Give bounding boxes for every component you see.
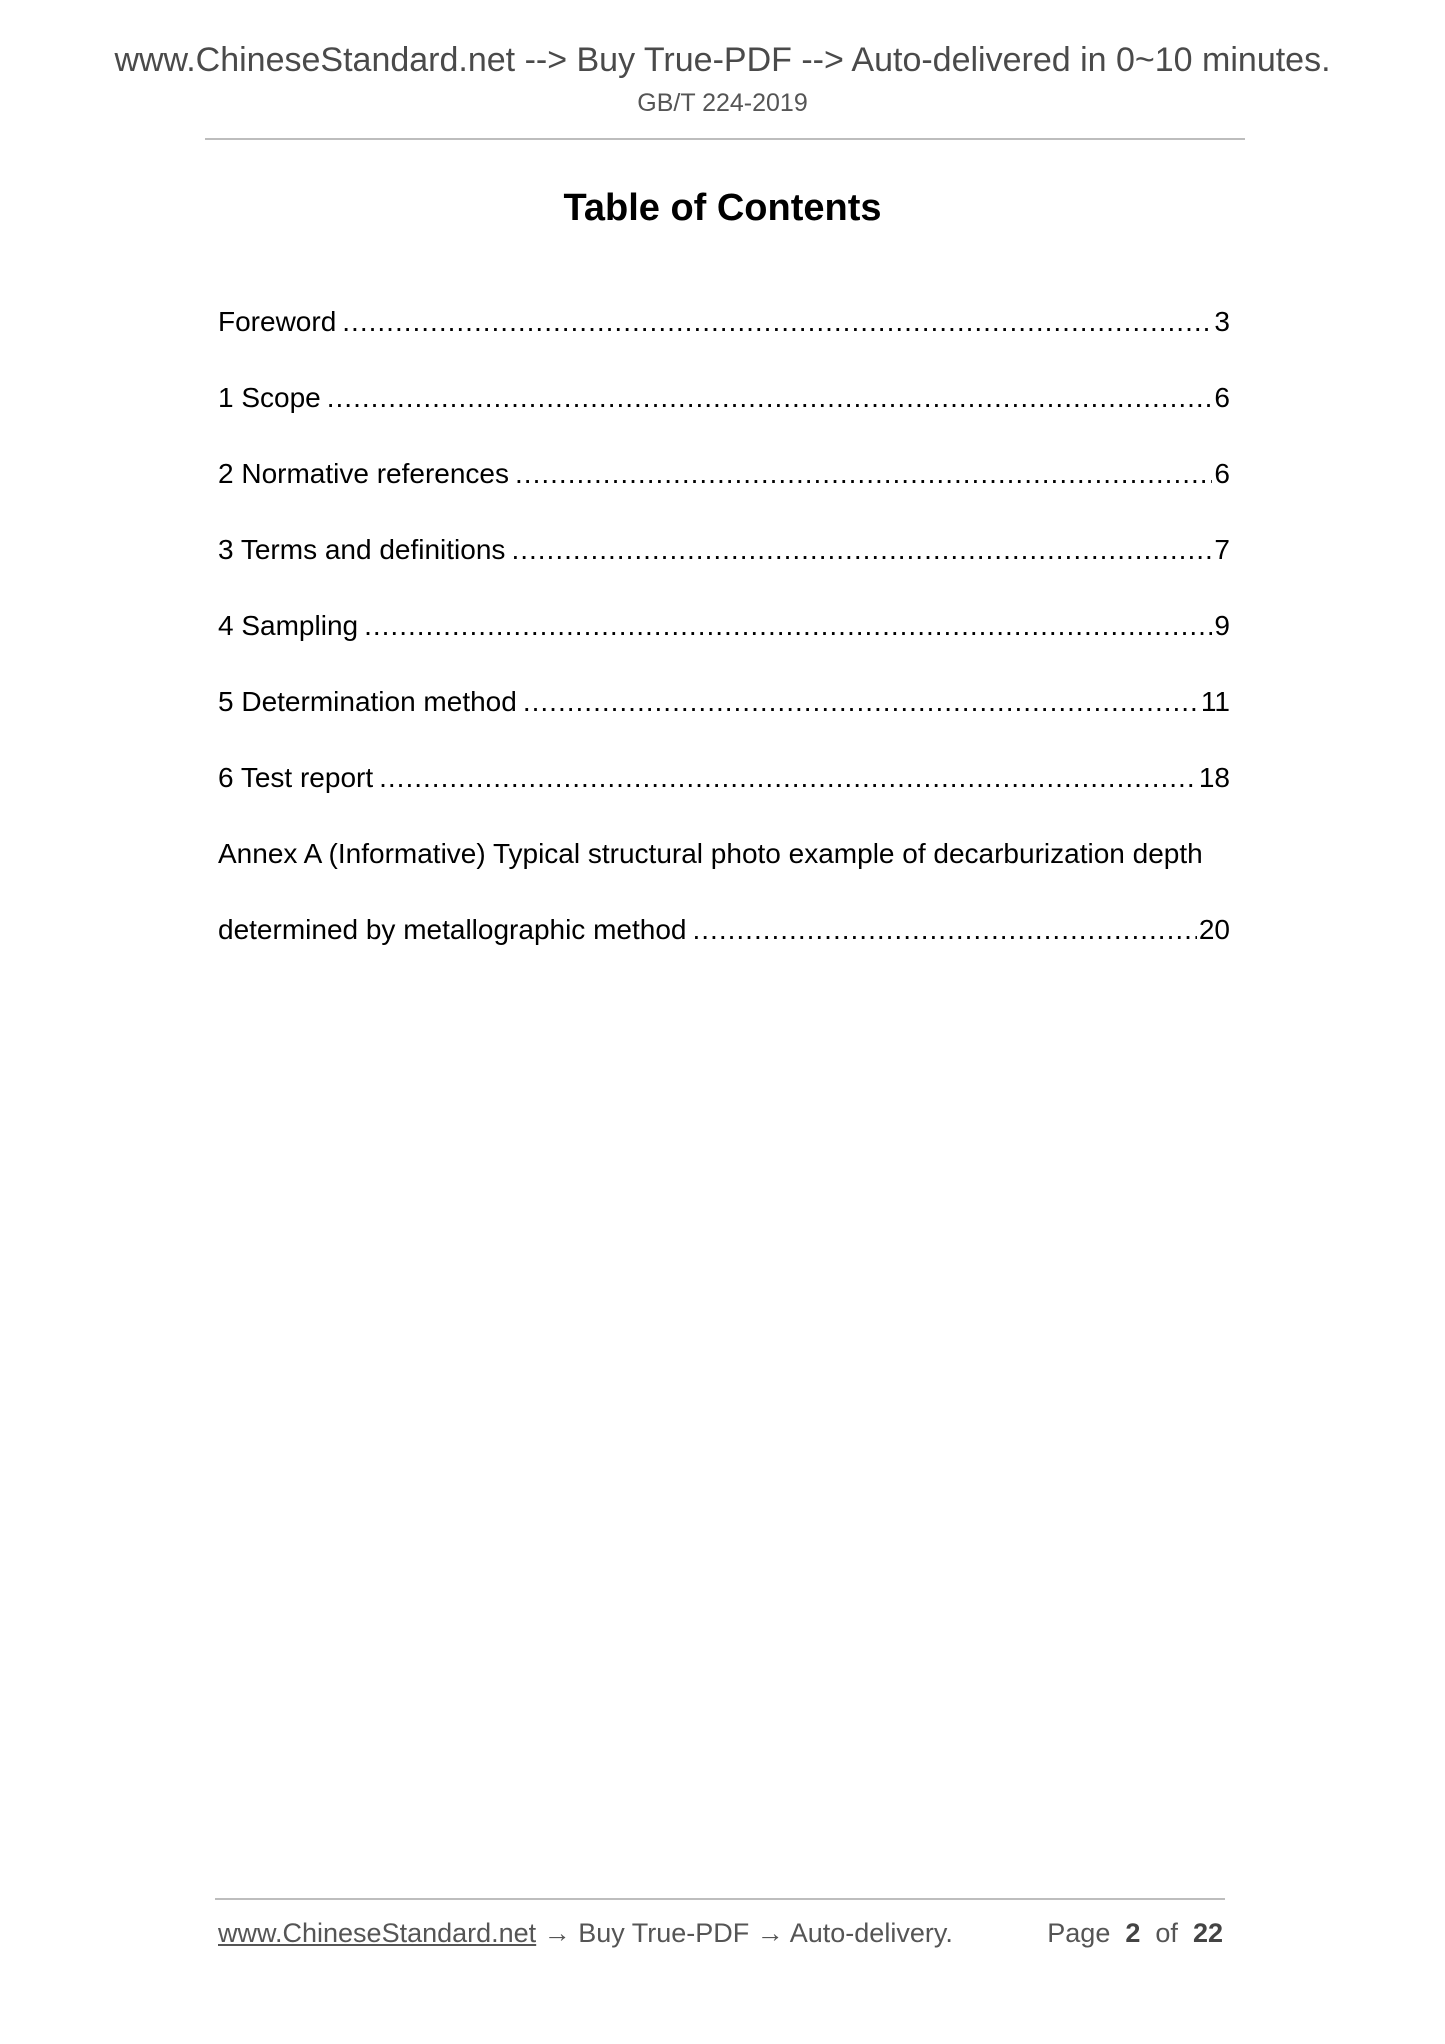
toc-leader-dots: [511, 528, 1212, 572]
toc-entry-label: 2 Normative references: [218, 458, 510, 489]
header-divider: [205, 138, 1245, 140]
toc-leader-dots: [515, 452, 1212, 496]
toc-leader-dots: [379, 756, 1197, 800]
toc-entry-normative-references[interactable]: [218, 452, 1230, 528]
toc-entry-page: 6: [1214, 382, 1230, 413]
toc-entry-label: 4 Sampling: [218, 610, 359, 641]
toc-leader-dots: [342, 300, 1212, 344]
footer-left: [218, 1915, 953, 1951]
toc-list: [218, 300, 1230, 984]
toc-entry-label: 6 Test report: [218, 762, 374, 793]
page-word: Page: [1047, 1918, 1111, 1948]
toc-entry-label: 5 Determination method: [218, 686, 517, 717]
toc-entry-foreword[interactable]: [218, 300, 1230, 376]
toc-entry-annex-a-line1[interactable]: [218, 832, 1230, 908]
footer-site-link[interactable]: www.ChineseStandard.net: [218, 1918, 537, 1948]
toc-entry-page: 6: [1214, 458, 1230, 489]
toc-entry-page: 7: [1214, 534, 1230, 565]
toc-leader-dots: [523, 680, 1199, 724]
footer-divider: [215, 1898, 1225, 1900]
toc-entry-label: determined by metallographic method: [218, 914, 687, 945]
page-current: 2: [1125, 1918, 1141, 1948]
standard-id: GB/T 224-2019: [637, 89, 808, 117]
toc-entry-page: 9: [1214, 610, 1230, 641]
toc-leader-dots: [327, 376, 1213, 420]
toc-leader-dots: [364, 604, 1212, 648]
toc-entry-terms-definitions[interactable]: [218, 528, 1230, 604]
of-word: of: [1155, 1918, 1178, 1948]
page-footer: [218, 1915, 1223, 1951]
footer-tagline: → Buy True-PDF → Auto-delivery.: [543, 1918, 953, 1948]
toc-entry-sampling[interactable]: [218, 604, 1230, 680]
toc-entry-page: 18: [1198, 762, 1230, 793]
toc-entry-label: Annex A (Informative) Typical structural photo example of decarburization depth: [218, 838, 1203, 869]
toc-title: Table of Contents: [563, 187, 882, 229]
page-total: 22: [1192, 1918, 1223, 1948]
toc-entry-page: 11: [1200, 686, 1230, 717]
toc-entry-scope[interactable]: [218, 376, 1230, 452]
toc-entry-test-report[interactable]: [218, 756, 1230, 832]
toc-entry-determination-method[interactable]: [218, 680, 1230, 756]
toc-entry-label: Foreword: [218, 306, 337, 337]
header-banner: www.ChineseStandard.net --> Buy True-PDF --> Auto-delivered in 0~10 minutes.: [114, 41, 1331, 79]
toc-entry-label: 3 Terms and definitions: [218, 534, 506, 565]
toc-entry-page: 20: [1198, 914, 1230, 945]
page-indicator: [1047, 1915, 1223, 1951]
toc-leader-dots: [692, 908, 1196, 952]
toc-entry-label: 1 Scope: [218, 382, 321, 413]
toc-entry-annex-a-line2[interactable]: [218, 908, 1230, 984]
toc-entry-page: 3: [1214, 306, 1230, 337]
